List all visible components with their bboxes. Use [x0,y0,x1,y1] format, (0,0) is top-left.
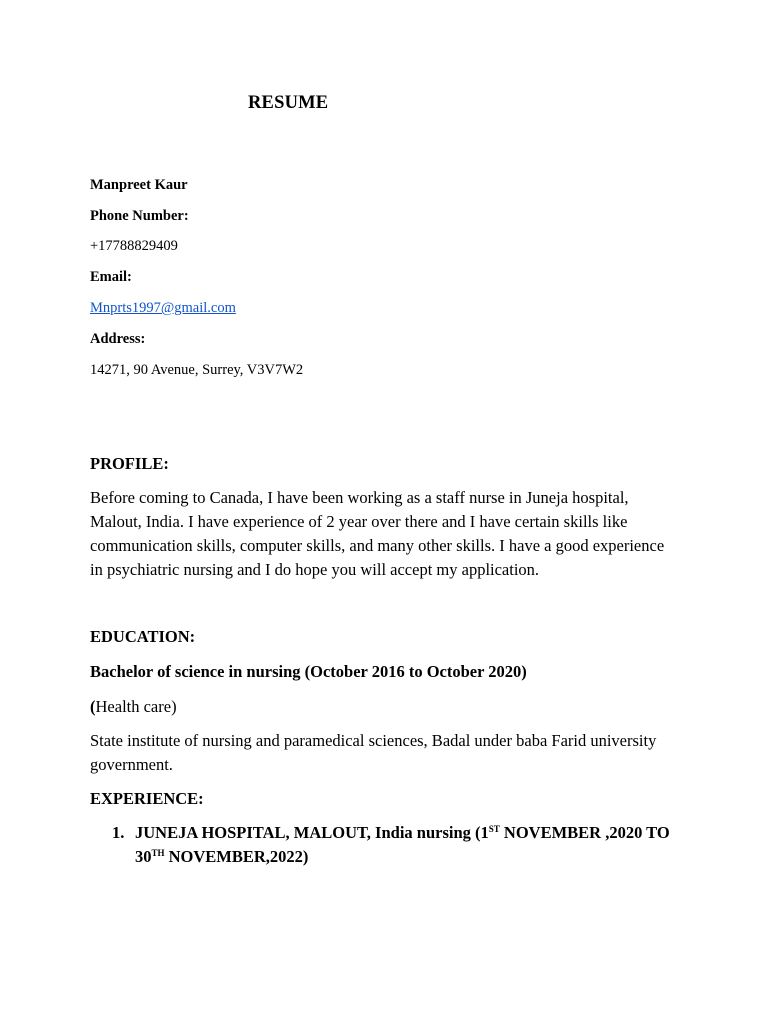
experience-text-part1: JUNEJA HOSPITAL, MALOUT, India nursing (1 [135,823,489,842]
experience-text-part3: NOVEMBER,2022) [164,847,309,866]
email-label: Email: [90,269,132,285]
education-heading: EDUCATION: [90,627,196,646]
field-line [90,695,680,719]
experience-heading: EXPERIENCE: [90,789,204,808]
ordinal-suffix-st: ST [488,824,500,834]
phone-value: +17788829409 [90,238,178,254]
degree-line: Bachelor of science in nursing (October 2016 to October 2020) [90,662,527,681]
experience-item [90,821,690,869]
experience-text-part2: NOVEMBER ,2020 TO 30 [135,823,670,866]
experience-item-number: 1. [112,823,125,842]
phone-label: Phone Number: [90,208,189,224]
page-title: RESUME [248,93,329,113]
applicant-name: Manpreet Kaur [90,177,188,193]
experience-item-text [135,821,690,869]
email-link[interactable]: Mnprts1997@gmail.com [90,300,236,316]
profile-heading: PROFILE: [90,454,169,473]
profile-text: Before coming to Canada, I have been working as a staff nurse in Juneja hospital, Malout, India. I have experience of 2 year over there and I have certain skills like communication skills, computer skills, and many other skills. I have a good experience in psychiatric nursing and I do hope you will accept my application. [90,488,665,579]
field-text: Health care) [95,697,177,716]
ordinal-suffix-th: TH [151,848,165,858]
address-label: Address: [90,331,146,347]
institution-text: State institute of nursing and paramedical sciences, Badal under baba Farid university government. [90,731,657,774]
field-open-paren: ( [90,697,96,716]
address-value: 14271, 90 Avenue, Surrey, V3V7W2 [90,362,304,378]
